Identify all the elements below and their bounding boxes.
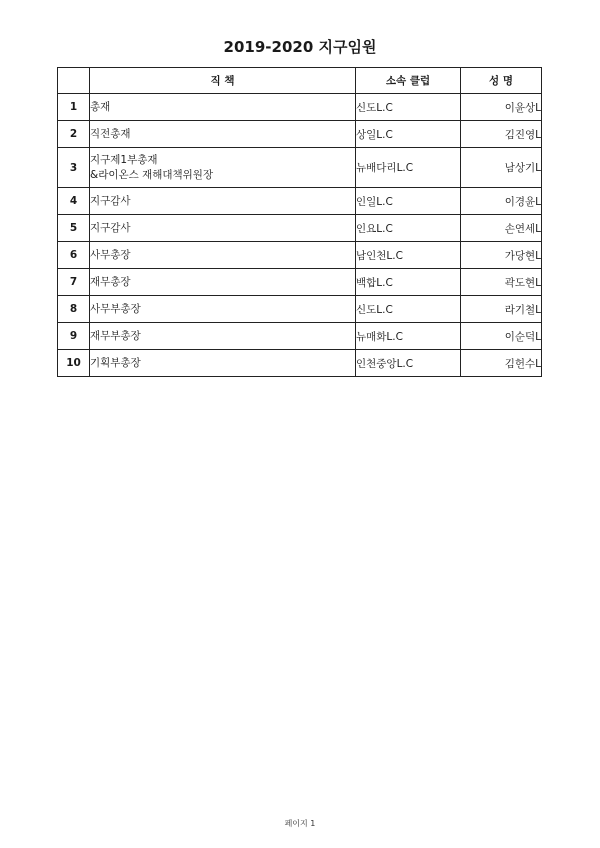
row-number: 8 <box>58 296 90 323</box>
position-cell <box>90 323 356 350</box>
position-text: 재무부총장 <box>90 329 141 342</box>
name-cell: 곽도현L <box>461 269 542 296</box>
club-cell: 뉴배다리L.C <box>356 148 461 188</box>
position-text: 사무총장 <box>90 248 131 261</box>
position-cell <box>90 242 356 269</box>
name-cell: 가당현L <box>461 242 542 269</box>
table-row <box>58 269 542 296</box>
row-number: 3 <box>58 148 90 188</box>
row-number: 7 <box>58 269 90 296</box>
row-number: 2 <box>58 121 90 148</box>
table-row <box>58 350 542 377</box>
name-cell: 이윤상L <box>461 94 542 121</box>
position-text: 지구감사 <box>90 221 131 234</box>
position-text: 직전총재 <box>90 127 131 140</box>
row-number: 6 <box>58 242 90 269</box>
position-text: 기획부총장 <box>90 356 141 369</box>
table-row <box>58 188 542 215</box>
club-cell: 신도L.C <box>356 94 461 121</box>
page-number: 페이지 1 <box>284 819 316 828</box>
table-row <box>58 148 542 188</box>
officers-table <box>57 67 542 377</box>
club-cell: 백합L.C <box>356 269 461 296</box>
club-cell: 뉴매화L.C <box>356 323 461 350</box>
row-number: 9 <box>58 323 90 350</box>
club-cell: 상일L.C <box>356 121 461 148</box>
position-cell <box>90 188 356 215</box>
position-cell <box>90 296 356 323</box>
header-name: 성 명 <box>461 68 542 94</box>
header-club: 소속 클럽 <box>356 68 461 94</box>
name-cell: 남상기L <box>461 148 542 188</box>
page-title: 2019-2020 지구임원 <box>223 38 377 56</box>
row-number: 5 <box>58 215 90 242</box>
club-cell: 신도L.C <box>356 296 461 323</box>
name-cell: 이순덕L <box>461 323 542 350</box>
row-number: 4 <box>58 188 90 215</box>
row-number: 10 <box>58 350 90 377</box>
table-header-row <box>58 68 542 94</box>
table-row <box>58 121 542 148</box>
club-cell: 인일L.C <box>356 188 461 215</box>
position-text: 지구감사 <box>90 194 131 207</box>
name-cell: 손연세L <box>461 215 542 242</box>
table-row <box>58 242 542 269</box>
name-cell: 김헌수L <box>461 350 542 377</box>
club-cell: 남인천L.C <box>356 242 461 269</box>
header-number <box>58 68 90 94</box>
header-position: 직 책 <box>90 68 356 94</box>
table-row <box>58 94 542 121</box>
club-cell: 인천중앙L.C <box>356 350 461 377</box>
row-number: 1 <box>58 94 90 121</box>
position-cell <box>90 215 356 242</box>
position-text: 사무부총장 <box>90 302 141 315</box>
name-cell: 김진영L <box>461 121 542 148</box>
position-cell <box>90 94 356 121</box>
table-row <box>58 323 542 350</box>
table-row <box>58 215 542 242</box>
name-cell: 라기철L <box>461 296 542 323</box>
position-cell <box>90 350 356 377</box>
position-cell <box>90 148 356 188</box>
position-text: 총재 <box>90 100 111 113</box>
position-cell <box>90 269 356 296</box>
position-text: 지구제1부총재 <box>90 153 158 166</box>
position-cell <box>90 121 356 148</box>
table-row <box>58 296 542 323</box>
name-cell: 이경윤L <box>461 188 542 215</box>
position-text: 재무총장 <box>90 275 131 288</box>
position-text: &라이온스 재해대책위원장 <box>90 168 214 181</box>
club-cell: 인요L.C <box>356 215 461 242</box>
table-body <box>58 94 542 377</box>
